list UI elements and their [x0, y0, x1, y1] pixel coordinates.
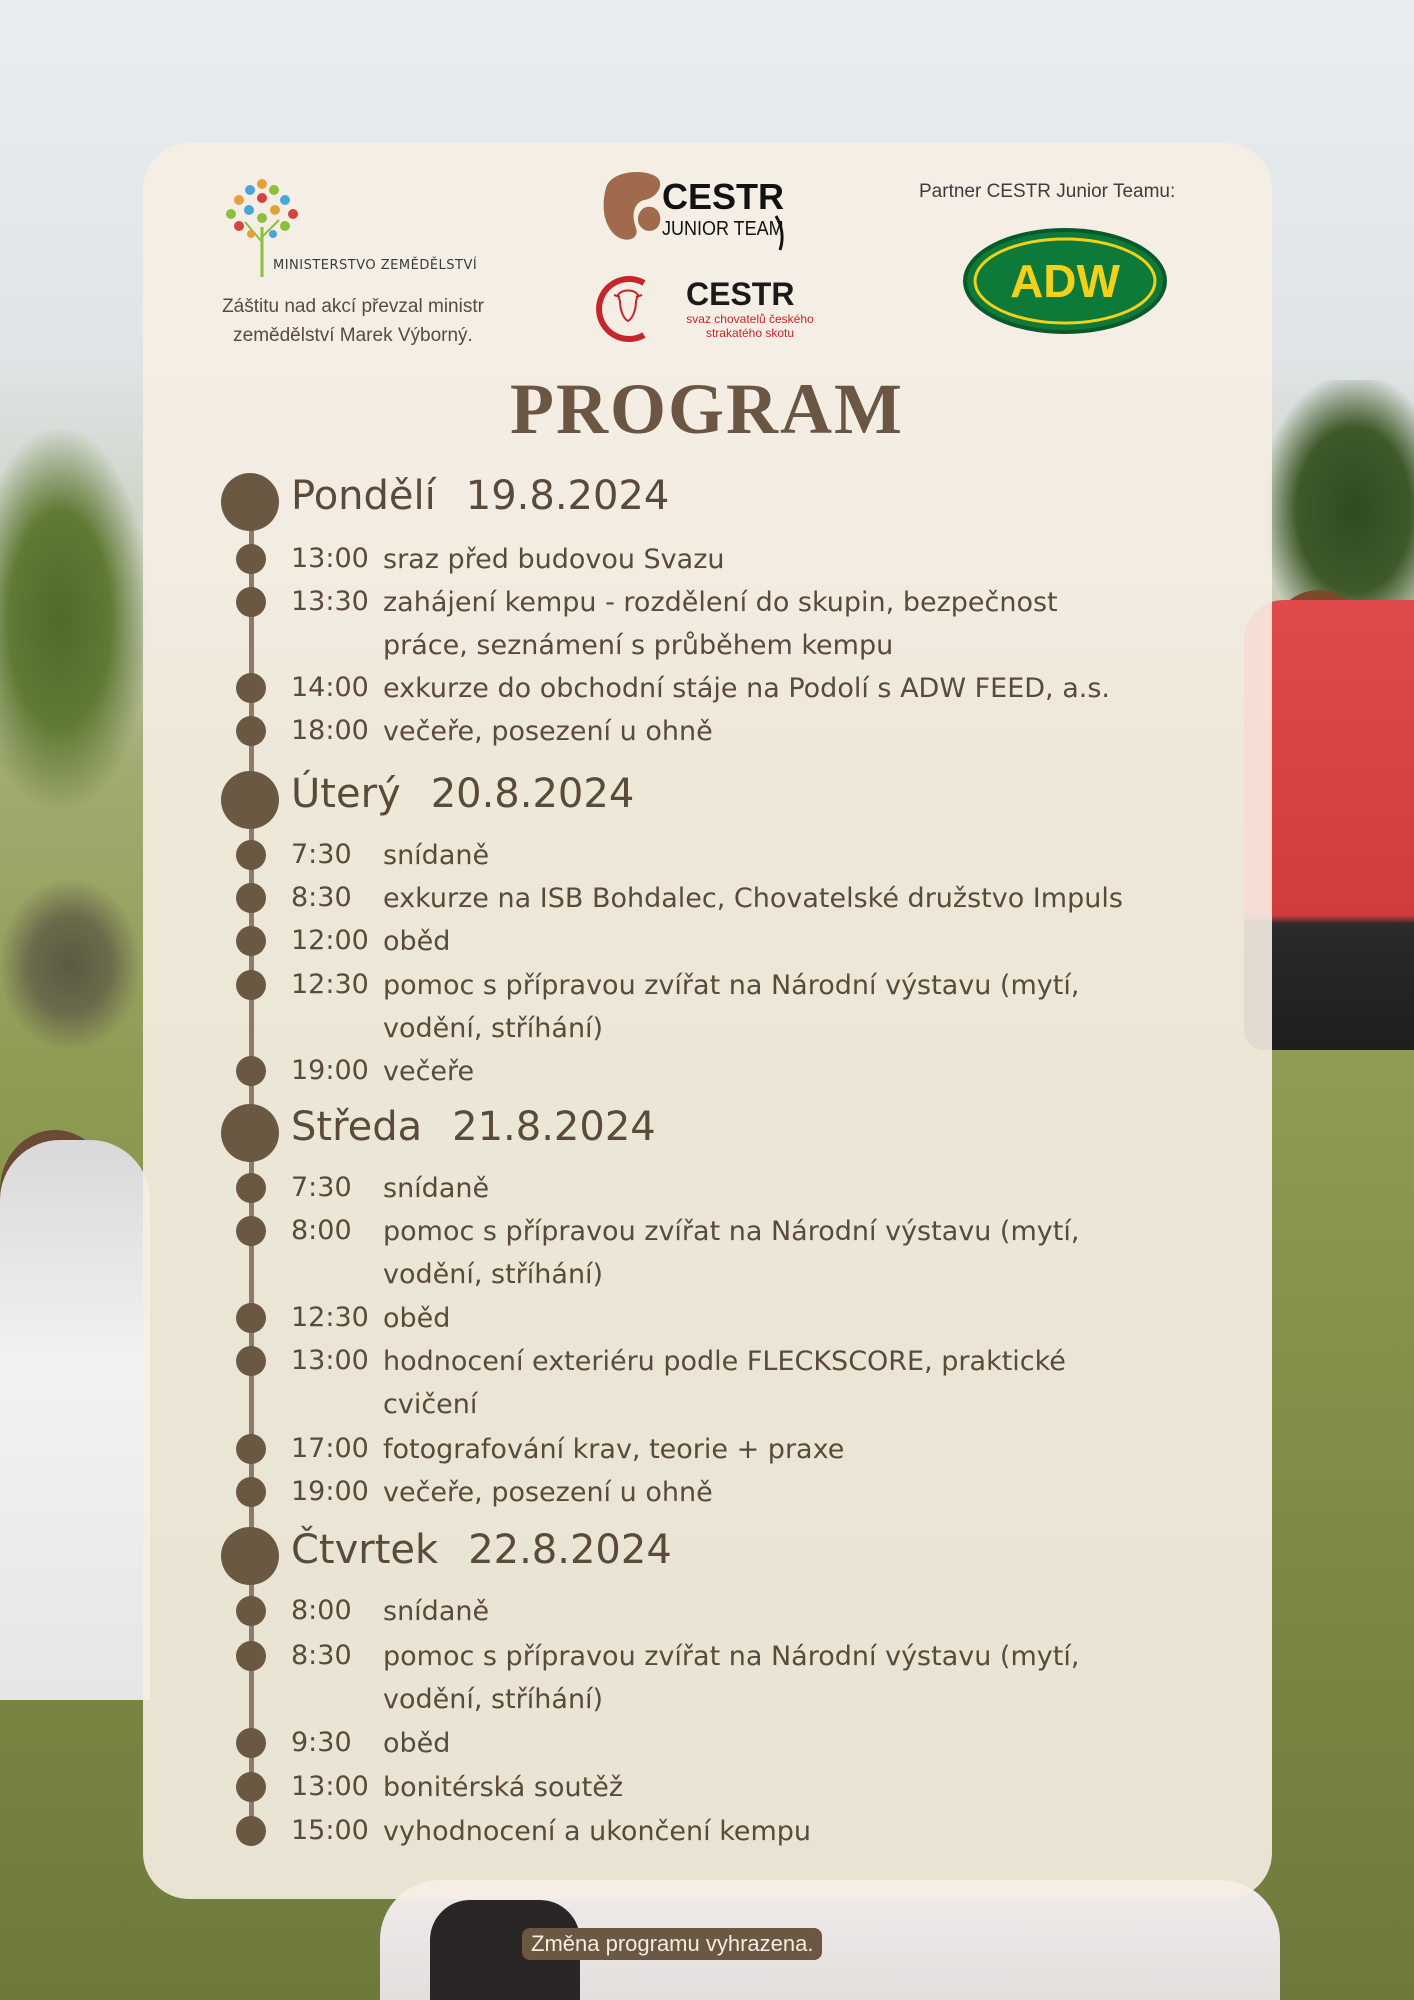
day-name: Středa [291, 1104, 423, 1150]
item-time: 13:30 [291, 586, 369, 617]
item-text: fotografování krav, teorie + praxe [383, 1434, 845, 1465]
item-time: 8:30 [291, 882, 352, 913]
item-text: oběd [383, 1728, 451, 1759]
item-marker [236, 1216, 266, 1246]
item-time: 12:30 [291, 969, 369, 1000]
day-heading-tuesday [291, 771, 634, 817]
item-text: zahájení kempu - rozdělení do skupin, bezpečnost práce, seznámení s průběhem kempu [383, 587, 1058, 661]
day-date: 19.8.2024 [465, 473, 670, 519]
item-marker [236, 1772, 266, 1802]
item-text: exkurze na ISB Bohdalec, Chovatelské družstvo Impuls [383, 883, 1123, 914]
day-marker [221, 473, 279, 531]
item-time: 13:00 [291, 1345, 369, 1376]
item-text: snídaně [383, 840, 490, 871]
day-heading-wednesday [291, 1104, 656, 1150]
item-text: pomoc s přípravou zvířat na Národní výstavu (mytí, vodění, stříhání) [383, 970, 1080, 1044]
day-name: Úterý [291, 771, 401, 817]
item-text: večeře [383, 1056, 475, 1087]
item-marker [236, 1477, 266, 1507]
cestr-junior-subtitle: JUNIOR TEAM [662, 218, 784, 240]
item-marker [236, 1728, 266, 1758]
background-tree-left [0, 430, 150, 810]
item-time: 12:00 [291, 925, 369, 956]
item-time: 18:00 [291, 715, 369, 746]
day-name: Pondělí [291, 473, 436, 519]
item-time: 19:00 [291, 1055, 369, 1086]
item-text: sraz před budovou Svazu [383, 544, 725, 575]
day-heading-monday [291, 473, 669, 519]
day-name: Čtvrtek [291, 1527, 439, 1573]
item-marker [236, 970, 266, 1000]
item-marker [236, 544, 266, 574]
item-marker [236, 587, 266, 617]
item-text: snídaně [383, 1173, 490, 1204]
item-marker [236, 673, 266, 703]
item-time: 8:00 [291, 1595, 352, 1626]
ministry-name: MINISTERSTVO ZEMĚDĚLSTVÍ [273, 258, 478, 273]
item-text: vyhodnocení a ukončení kempu [383, 1816, 812, 1847]
item-time: 17:00 [291, 1433, 369, 1464]
item-marker [236, 1173, 266, 1203]
item-text: večeře, posezení u ohně [383, 716, 713, 747]
item-time: 8:30 [291, 1640, 352, 1671]
adw-logo [962, 227, 1168, 335]
item-text: hodnocení exteriéru podle FLECKSCORE, praktické cvičení [383, 1346, 1066, 1420]
item-marker [236, 1596, 266, 1626]
adw-logo-text: ADW [1010, 255, 1120, 307]
item-time: 19:00 [291, 1476, 369, 1507]
item-time: 8:00 [291, 1215, 352, 1246]
day-date: 20.8.2024 [430, 771, 635, 817]
item-marker [236, 1641, 266, 1671]
patronage-text: Záštitu nad akcí převzal ministr zemědělství Marek Výborný. [222, 296, 484, 346]
item-text: večeře, posezení u ohně [383, 1477, 713, 1508]
item-marker [236, 1303, 266, 1333]
partner-label: Partner CESTR Junior Teamu: [919, 181, 1176, 202]
cestr-junior-title: CESTR [662, 176, 785, 217]
cestr-title: CESTR [686, 276, 795, 312]
item-time: 7:30 [291, 839, 352, 870]
program-change-note: Změna programu vyhrazena. [522, 1928, 822, 1960]
item-time: 14:00 [291, 672, 369, 703]
item-text: pomoc s přípravou zvířat na Národní výstavu (mytí, vodění, stříhání) [383, 1216, 1080, 1290]
item-marker [236, 883, 266, 913]
item-text: bonitérská soutěž [383, 1772, 623, 1803]
item-marker [236, 1056, 266, 1086]
day-marker [221, 771, 279, 829]
cestr-subtitle: svaz chovatelů českého strakatého skotu [686, 312, 814, 340]
item-text: snídaně [383, 1596, 490, 1627]
background-sitting-person [0, 880, 140, 1050]
item-text: oběd [383, 1303, 451, 1334]
cestr-cow-head-logo-icon [588, 275, 663, 343]
item-marker [236, 840, 266, 870]
item-marker [236, 1346, 266, 1376]
day-date: 21.8.2024 [452, 1104, 656, 1150]
item-marker [236, 1434, 266, 1464]
item-time: 7:30 [291, 1172, 352, 1203]
item-time: 9:30 [291, 1727, 352, 1758]
item-text: exkurze do obchodní stáje na Podolí s ADW FEED, a.s. [383, 673, 1110, 704]
page-title: PROGRAM [510, 369, 904, 449]
item-marker [236, 1816, 266, 1846]
item-marker [236, 716, 266, 746]
item-text: pomoc s přípravou zvířat na Národní výstavu (mytí, vodění, stříhání) [383, 1641, 1080, 1715]
background-person-left [0, 1140, 150, 1700]
item-marker [236, 926, 266, 956]
item-time: 13:00 [291, 543, 369, 574]
day-heading-thursday [291, 1527, 672, 1573]
day-date: 22.8.2024 [468, 1527, 672, 1573]
item-time: 12:30 [291, 1302, 369, 1333]
day-marker [221, 1104, 279, 1162]
item-time: 15:00 [291, 1815, 369, 1846]
item-time: 13:00 [291, 1771, 369, 1802]
day-marker [221, 1527, 279, 1585]
item-text: oběd [383, 926, 451, 957]
